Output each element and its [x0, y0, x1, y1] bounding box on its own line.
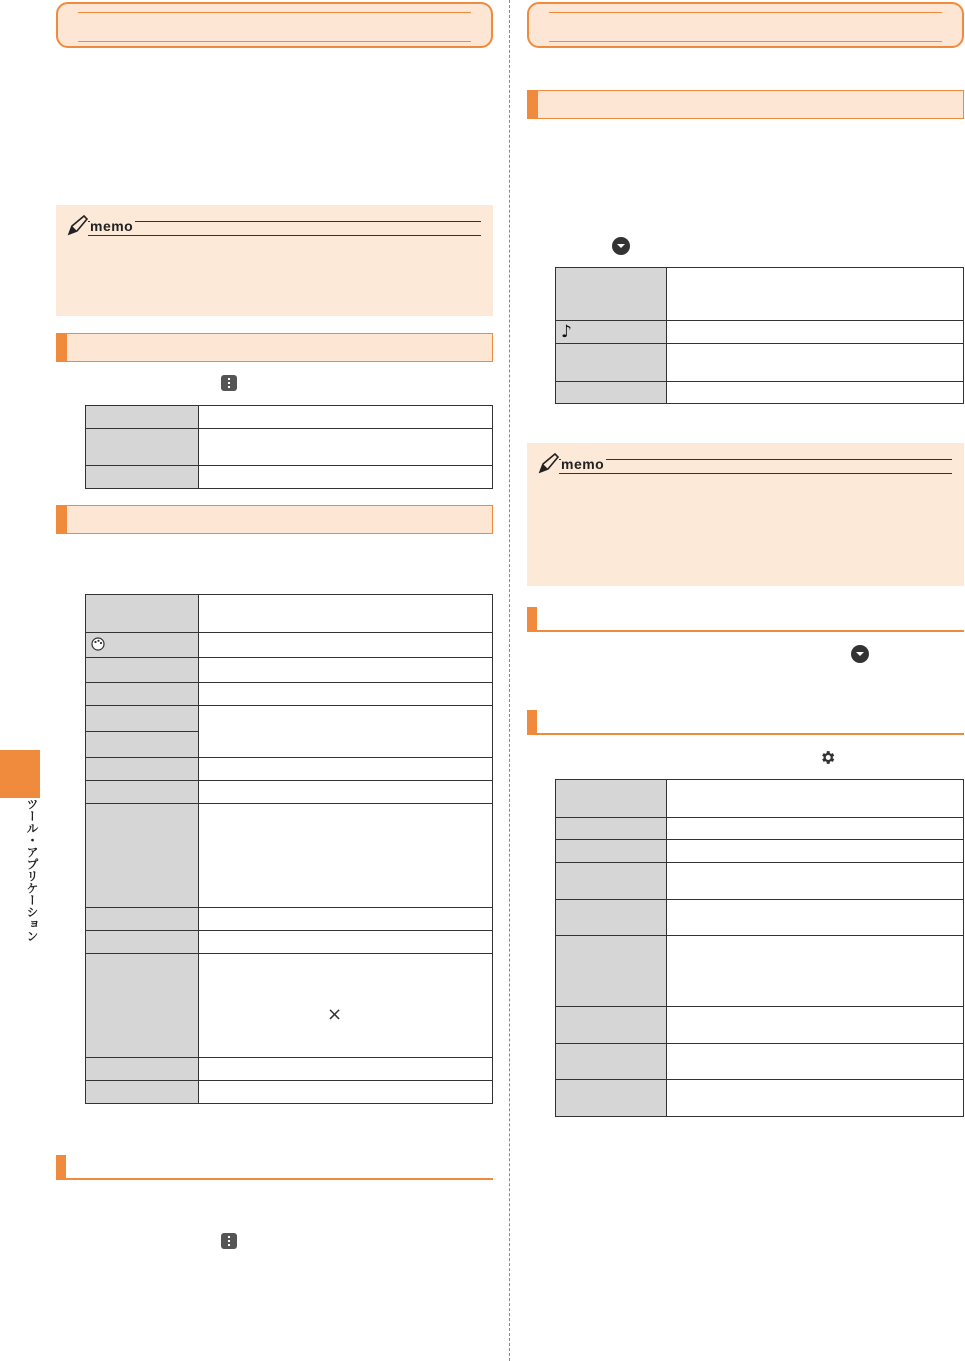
- chapter-label: ツール・アプリケーション: [25, 798, 39, 942]
- memo-label: memo: [90, 218, 134, 234]
- settings-table-1: [85, 405, 493, 489]
- chevron-down-circle-icon: [851, 645, 869, 663]
- section-header-4: [527, 90, 964, 119]
- memo-box-left: [56, 205, 493, 316]
- memo-box-right: [527, 443, 964, 586]
- vertical-dots-icon: [221, 1233, 237, 1249]
- settings-table-3: [555, 267, 964, 404]
- music-note-icon: ♪: [561, 322, 572, 342]
- gear-icon: [819, 749, 836, 766]
- memo-heading: [66, 213, 481, 235]
- settings-table-4: [555, 779, 964, 1117]
- section-header-1: [56, 333, 493, 362]
- column-divider: [509, 0, 510, 1361]
- section-header-5: [527, 607, 964, 632]
- palette-icon: [91, 637, 105, 651]
- settings-table-2: [85, 594, 493, 1104]
- chevron-down-circle-icon: [612, 237, 630, 255]
- right-title-box: [527, 2, 964, 48]
- section-header-3: [56, 1155, 493, 1180]
- pencil-icon: [66, 213, 90, 237]
- left-title-box: [56, 2, 493, 48]
- chapter-tab: [0, 750, 40, 798]
- memo-heading: [537, 451, 952, 473]
- memo-label: memo: [561, 456, 605, 472]
- pencil-icon: [537, 451, 561, 475]
- section-header-2: [56, 505, 493, 534]
- close-x-icon: ×: [327, 1004, 343, 1025]
- section-header-6: [527, 710, 964, 735]
- vertical-dots-icon: [221, 375, 237, 391]
